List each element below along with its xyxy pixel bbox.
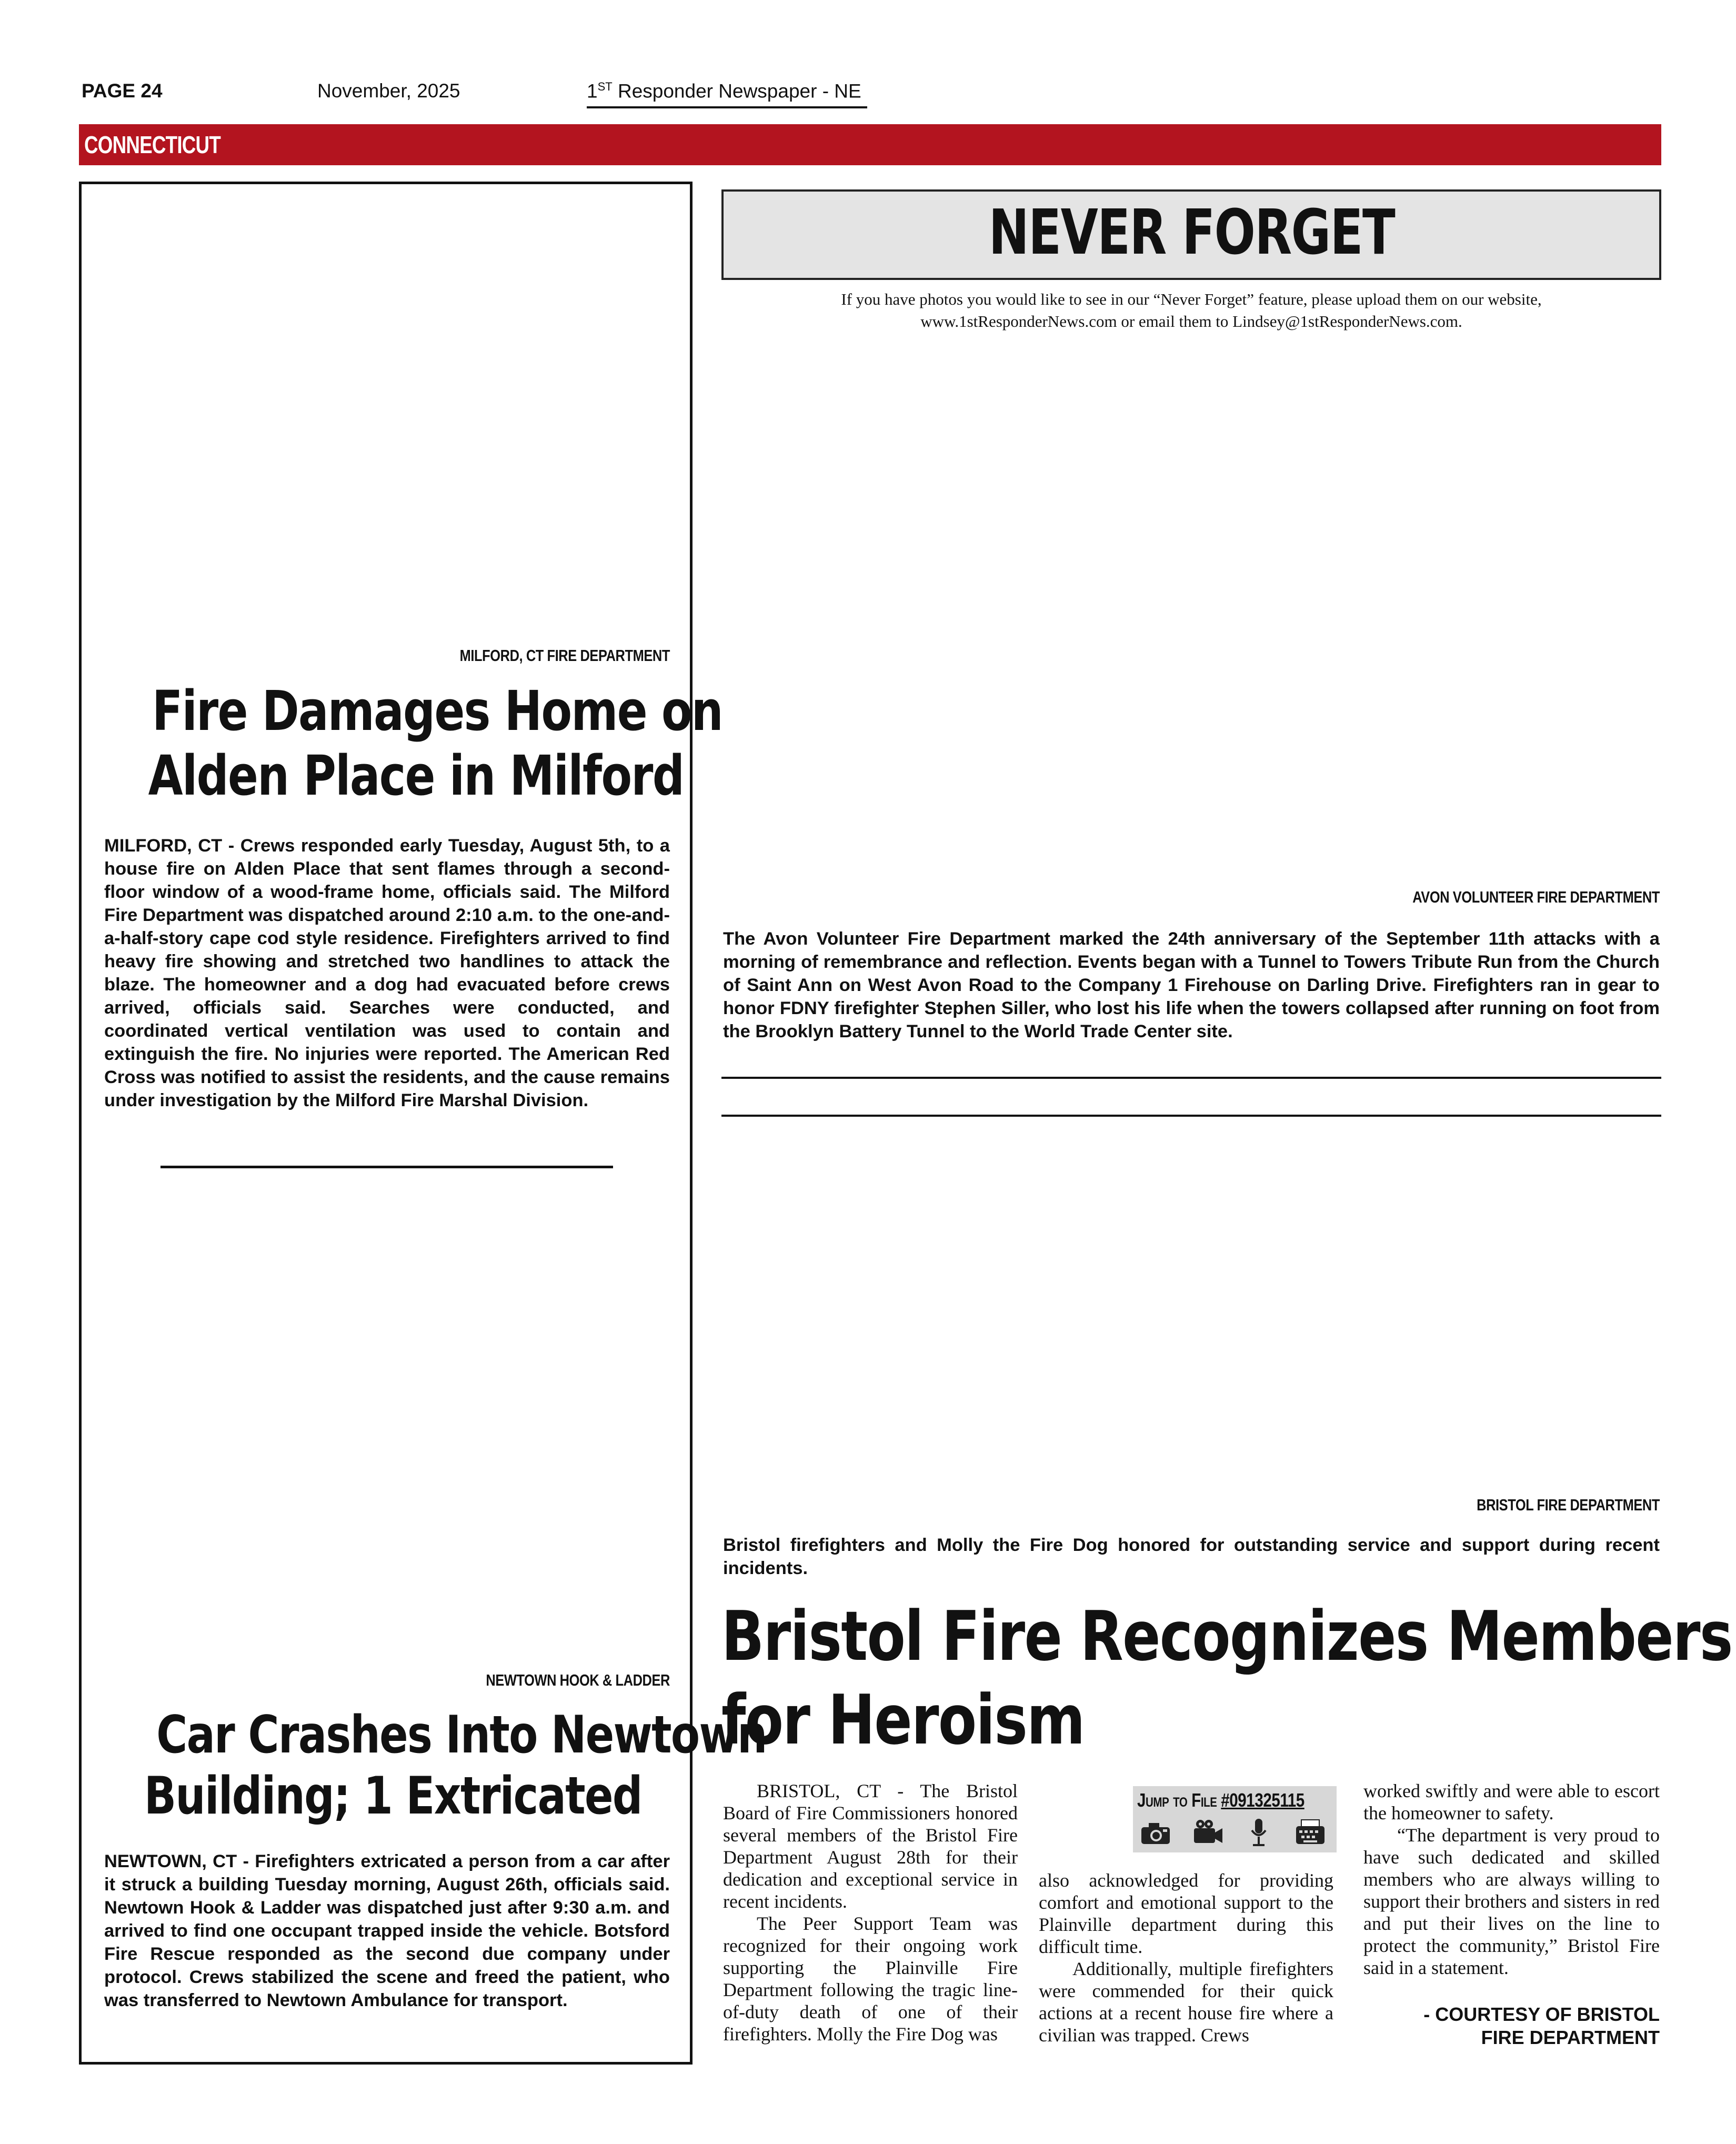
avon-photo-credit: AVON VOLUNTEER FIRE DEPARTMENT [1412, 888, 1660, 906]
bristol-headline-line2: for Heroism [721, 1679, 1085, 1760]
never-forget-banner [721, 189, 1661, 280]
page-number: PAGE 24 [82, 80, 163, 102]
bristol-photo [723, 1120, 1660, 1491]
video-camera-icon [1190, 1817, 1225, 1848]
bristol-headline-line1: Bristol Fire Recognizes Members [721, 1596, 1732, 1676]
microphone-icon [1241, 1817, 1276, 1848]
avon-caption: The Avon Volunteer Fire Department marked the 24th anniversary of the September 11th attacks with a morning of remembrance and reflection. Events began with a Tunnel to Towers Tribute Run from the Church of Saint Ann on West Avon Road to the Company 1 Firehouse on Darling Drive. Firefighters ran in gear to honor FDNY firefighter Stephen Siller, who lost his life when the towers collapsed after running on foot from the Brooklyn Battery Tunnel to the World Trade Center site. [723, 929, 1660, 1041]
bristol-col2-p1: also acknowledged for providing comfort and emotional support to the Plainville department during this difficult time. [1039, 1870, 1333, 1957]
header-rule [587, 106, 867, 108]
newtown-headline [89, 1705, 767, 1827]
milford-headline-line1: Fire Damages Home on [152, 679, 723, 743]
jump-to-file-box[interactable] [1133, 1786, 1337, 1852]
section-label: CONNECTICUT [84, 131, 221, 158]
bristol-body-col1 [723, 1780, 1018, 2045]
jump-label-text: Jump to File [1137, 1789, 1217, 1811]
bristol-caption: Bristol firefighters and Molly the Fire Dog honored for outstanding service and support during recent incidents. [723, 1535, 1660, 1578]
milford-body: MILFORD, CT - Crews responded early Tuesday, August 5th, to a house fire on Alden Place that sent flames through a second-floor window of a wood-frame home, officials said. The Milford Fire Department was dispatched around 2:10 a.m. to the one-and-a-half-story cape cod style residence. Firefighters arrived to find heavy fire showing and stretched two handlines to attack the blaze. The homeowner and a dog had evacuated before crews arrived, officials said. Searches were conducted, and coordinated vertical ventilation was used to contain and extinguish the fire. No injuries were reported. The American Red Cross was notified to assist the residents, and the cause remains under investigation by the Milford Fire Marshal Division. [104, 836, 670, 1110]
courtesy-line2: FIRE DEPARTMENT [1481, 2027, 1660, 2048]
milford-photo [104, 200, 670, 642]
bristol-headline [721, 1595, 1732, 1761]
never-forget-note [721, 288, 1661, 333]
jump-file-number[interactable]: #091325115 [1221, 1789, 1304, 1811]
bristol-photo-credit: BRISTOL FIRE DEPARTMENT [1477, 1496, 1660, 1514]
milford-headline [89, 679, 723, 808]
section-band [79, 124, 1661, 165]
newtown-headline-line2: Building; 1 Extricated [144, 1766, 642, 1826]
milford-headline-line2: Alden Place in Milford [148, 743, 684, 808]
bristol-col1-p2: The Peer Support Team was recognized for their ongoing work supporting the Plainville Fire Department following the tragic line-of-duty death of one of their firefighters. Molly the Fire Dog was [723, 1913, 1018, 2045]
never-forget-title: NEVER FORGET [988, 196, 1394, 268]
milford-end-rule [160, 1166, 613, 1168]
bristol-col3-p2: “The department is very proud to have such dedicated and skilled members who are always willing to support their brothers and sisters in red and put their lives on the line to protect the community,” Bristol Fire said in a statement. [1363, 1825, 1660, 1978]
bristol-body-col2 [1039, 1869, 1333, 2046]
newtown-body: NEWTOWN, CT - Firefighters extricated a person from a car after it struck a building Tuesday morning, August 26th, officials said. Newtown Hook & Ladder was dispatched just after 9:30 a.m. and arrived to find one occupant trapped inside the vehicle. Botsford Fire Rescue responded as the second due company under protocol. Crews stabilized the scene and freed the patient, who was transferred to Newtown Ambulance for transport. [104, 1851, 670, 2010]
typewriter-icon [1293, 1817, 1328, 1848]
avon-end-rule [721, 1077, 1661, 1079]
newtown-photo [104, 1190, 670, 1664]
newspaper-name-prefix: 1 [587, 80, 598, 102]
newspaper-name-rest: Responder Newspaper - NE [612, 80, 861, 102]
bristol-col3-p1: worked swiftly and were able to escort the homeowner to safety. [1363, 1780, 1660, 1824]
bristol-body-col3 [1363, 1780, 1660, 1979]
milford-photo-credit: MILFORD, CT FIRE DEPARTMENT [459, 646, 670, 665]
newtown-photo-credit: NEWTOWN HOOK & LADDER [486, 1671, 670, 1689]
issue-date: November, 2025 [317, 80, 460, 102]
bristol-photo-top-rule [721, 1115, 1661, 1117]
bristol-courtesy [1363, 2003, 1660, 2049]
avon-photo [723, 337, 1660, 884]
newtown-headline-line1: Car Crashes Into Newtown [156, 1705, 767, 1765]
camera-icon [1138, 1817, 1173, 1848]
courtesy-line1: - COURTESY OF BRISTOL [1423, 2003, 1660, 2025]
newspaper-name-sup: ST [597, 80, 613, 93]
bristol-col1-p1: BRISTOL, CT - The Bristol Board of Fire Commissioners honored several members of the Bristol Fire Department August 28th for their dedication and exceptional service in recent incidents. [723, 1780, 1018, 1912]
never-forget-note-line2: www.1stResponderNews.com or email them to Lindsey@1stResponderNews.com. [920, 312, 1462, 330]
bristol-col2-p2: Additionally, multiple firefighters were commended for their quick actions at a recent house fire where a civilian was trapped. Crews [1039, 1958, 1333, 2046]
never-forget-note-line1: If you have photos you would like to see in our “Never Forget” feature, please upload them on our website, [841, 290, 1542, 308]
newspaper-name [587, 80, 861, 102]
jump-to-file-label [1137, 1789, 1304, 1811]
